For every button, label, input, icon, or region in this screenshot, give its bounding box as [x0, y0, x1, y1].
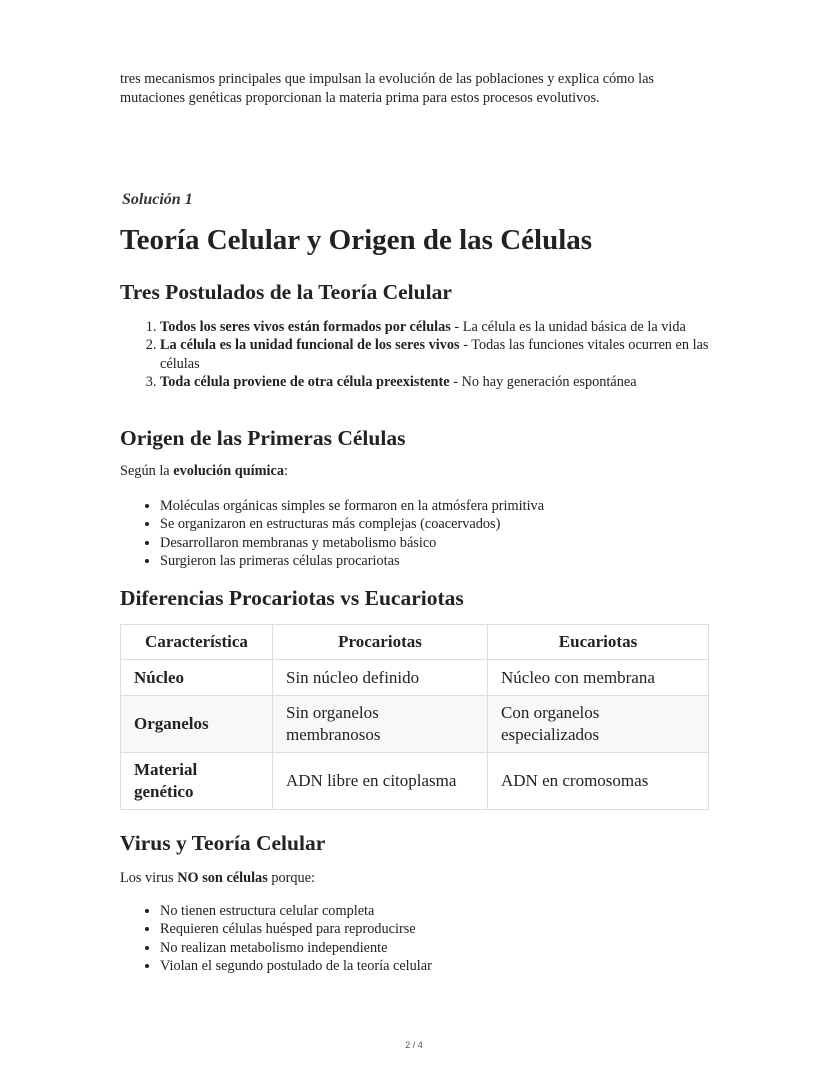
virus-intro — [120, 870, 315, 887]
list-item: • Desarrollaron membranas y metabolismo básico — [160, 534, 720, 552]
column-header: Eucariotas — [488, 625, 709, 660]
table-cell: Sin núcleo definido — [273, 660, 488, 696]
list-item — [160, 373, 720, 391]
table-cell: Sin organelos membranosos — [273, 696, 488, 753]
text: : — [284, 463, 289, 479]
postulados-list — [120, 318, 720, 391]
list-item: • Requieren células huésped para reproducirse — [160, 920, 720, 938]
table-cell: Núcleo — [121, 660, 273, 696]
column-header: Procariotas — [273, 625, 488, 660]
list-item: • Surgieron las primeras células procariotas — [160, 552, 720, 570]
list-item: • No realizan metabolismo independiente — [160, 939, 720, 957]
table-row — [121, 696, 709, 753]
intro-paragraph: tres mecanismos principales que impulsan la evolución de las poblaciones y explica cómo las mutaciones genéticas proporcionan la materia prima para estos procesos evolutivos. — [120, 71, 654, 106]
origen-intro — [120, 463, 288, 480]
text: Según la — [120, 463, 174, 479]
table-cell: ADN libre en citoplasma — [273, 753, 488, 810]
item-text: - La célula es la unidad básica de la vida — [450, 319, 686, 335]
table-header-row — [121, 625, 709, 660]
table-cell: Con organelos especializados — [488, 696, 709, 753]
list-item — [160, 318, 720, 336]
table-cell: Núcleo con membrana — [488, 660, 709, 696]
item-bold: La célula es la unidad funcional de los seres vivos — [160, 337, 460, 354]
comparison-table — [120, 624, 709, 810]
origen-list — [120, 497, 720, 570]
table-row — [121, 660, 709, 696]
column-header: Característica — [121, 625, 273, 660]
heading-virus: Virus y Teoría Celular — [120, 831, 326, 855]
list-item: • Se organizaron en estructuras más complejas (coacervados) — [160, 515, 720, 533]
table-row — [121, 753, 709, 810]
table-cell: Organelos — [121, 696, 273, 753]
heading-origen: Origen de las Primeras Células — [120, 426, 406, 450]
bold-text: NO son células — [177, 870, 268, 886]
virus-list — [120, 902, 720, 975]
table-cell: ADN en cromosomas — [488, 753, 709, 810]
text: Los virus — [120, 870, 178, 886]
text: porque: — [267, 870, 316, 886]
list-item: • Violan el segundo postulado de la teoría celular — [160, 957, 720, 975]
bold-text: evolución química — [173, 463, 285, 479]
page-title: Teoría Celular y Origen de las Células — [120, 224, 593, 256]
item-text: - Todas las funciones vitales ocurren en las células — [160, 337, 709, 372]
table-cell: Material genético — [121, 753, 273, 810]
item-text: - No hay generación espontánea — [449, 373, 637, 390]
heading-diferencias: Diferencias Procariotas vs Eucariotas — [120, 586, 464, 610]
page-indicator: 2 / 4 — [405, 1040, 423, 1050]
list-item: • Moléculas orgánicas simples se formaron en la atmósfera primitiva — [160, 497, 720, 515]
item-bold: Toda célula proviene de otra célula preexistente — [160, 373, 450, 390]
list-item: • No tienen estructura celular completa — [160, 902, 720, 920]
list-item — [160, 336, 720, 373]
solution-label: Solución 1 — [122, 191, 193, 208]
item-bold: Todos los seres vivos están formados por células — [160, 319, 451, 335]
heading-postulados: Tres Postulados de la Teoría Celular — [120, 280, 452, 304]
